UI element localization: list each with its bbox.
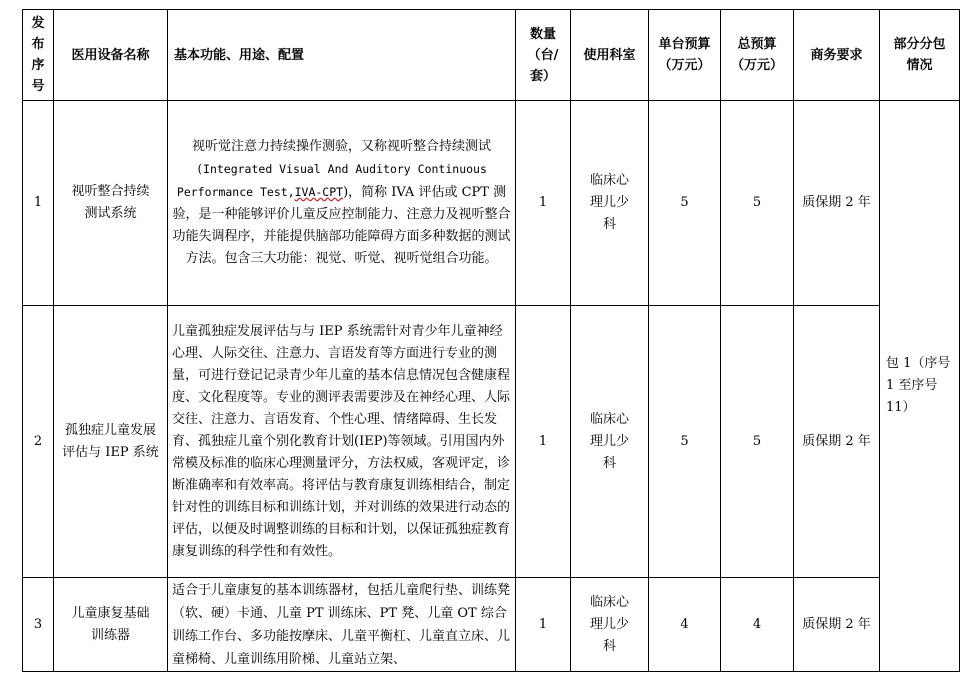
function-text-clipped: 适合于儿童康复的基本训练器材，包括儿童爬行垫、训练凳（软、硬）卡通、儿童 PT 训练床、PT 凳、儿童 OT 综合训练工作台、多功能按摩床、儿童平衡杠、儿童直立床、儿童梯椅、儿童训练用阶梯、儿童站立架、: [172, 583, 511, 667]
header-unit-budget: 单台预算（万元）: [649, 10, 721, 101]
header-func: 基本功能、用途、配置: [168, 10, 516, 101]
function-text-abbrev: IVA-CPT: [294, 185, 344, 199]
procurement-table: [22, 9, 960, 672]
row-function: [168, 578, 516, 672]
header-dept: 使用科室: [571, 10, 649, 101]
row-qty: 1: [516, 578, 571, 672]
row-business: 质保期 2 年: [794, 101, 880, 306]
header-package: 部分分包情况: [880, 10, 960, 101]
row-unit-budget: 4: [649, 578, 721, 672]
row-business: 质保期 2 年: [794, 306, 880, 578]
row-dept: 临床心理儿少科: [571, 101, 649, 306]
header-qty: 数量（台/套）: [516, 10, 571, 101]
function-text-a: 视听觉注意力持续操作测验，又称视听整合持续测试: [191, 139, 491, 154]
row-dept: 临床心理儿少科: [571, 578, 649, 672]
row-qty: 1: [516, 101, 571, 306]
row-dept: 临床心理儿少科: [571, 306, 649, 578]
row-seq: 2: [23, 306, 54, 578]
row-device-name: 孤独症儿童发展评估与 IEP 系统: [54, 306, 168, 578]
table-row: [23, 578, 960, 672]
row-seq: 3: [23, 578, 54, 672]
row-function: 儿童孤独症发展评估与与 IEP 系统需针对青少年儿童神经心理、人际交往、注意力、言语发育等方面进行专业的测量，可进行登记记录青少年儿童的基本信息情况包含健康程度、文化程度等。专业的测评表需要涉及在神经心理、人际交往、注意力、言语发育、个性心理、情绪障碍、生长发育、孤独症儿童个别化教育计划(IEP)等领域。引用国内外常模及标准的临床心理测量评分，方法权威，客观评定，诊断准确率和有效率高。将评估与教育康复训练相结合，制定针对性的训练目标和训练计划，并对训练的效果进行动态的评估，以便及时调整训练的目标和计划，以保证孤独症教育康复训练的科学性和有效性。: [168, 306, 516, 578]
function-text-b: (Integrated Visual And Auditory Continuous: [196, 162, 487, 176]
header-row: [23, 10, 960, 101]
row-unit-budget: 5: [649, 306, 721, 578]
header-name: 医用设备名称: [54, 10, 168, 101]
table-row: [23, 306, 960, 578]
row-total-budget: 5: [721, 101, 794, 306]
row-device-name: 视听整合持续测试系统: [54, 101, 168, 306]
row-total-budget: 4: [721, 578, 794, 672]
row-seq: 1: [23, 101, 54, 306]
table-row: [23, 101, 960, 306]
row-business: 质保期 2 年: [794, 578, 880, 672]
package-note: 包 1（序号 1 至序号 11）: [880, 101, 960, 672]
header-seq: 发布序号: [23, 10, 54, 101]
row-total-budget: 5: [721, 306, 794, 578]
header-total-budget: 总预算（万元）: [721, 10, 794, 101]
function-text-d: )，简称 IVA 评估或 CPT 测验，是一种能够评价儿童反应控制能力、注意力及视听整合功能失调程序，并能提供脑部功能障碍方面多种数据的测试方法。包含三大功能：视觉、听觉、视听觉组合功能。: [172, 185, 511, 266]
row-function: [168, 101, 516, 306]
function-text-c: Performance Test,: [176, 185, 295, 199]
row-unit-budget: 5: [649, 101, 721, 306]
row-qty: 1: [516, 306, 571, 578]
row-device-name: 儿童康复基础训练器: [54, 578, 168, 672]
header-business: 商务要求: [794, 10, 880, 101]
